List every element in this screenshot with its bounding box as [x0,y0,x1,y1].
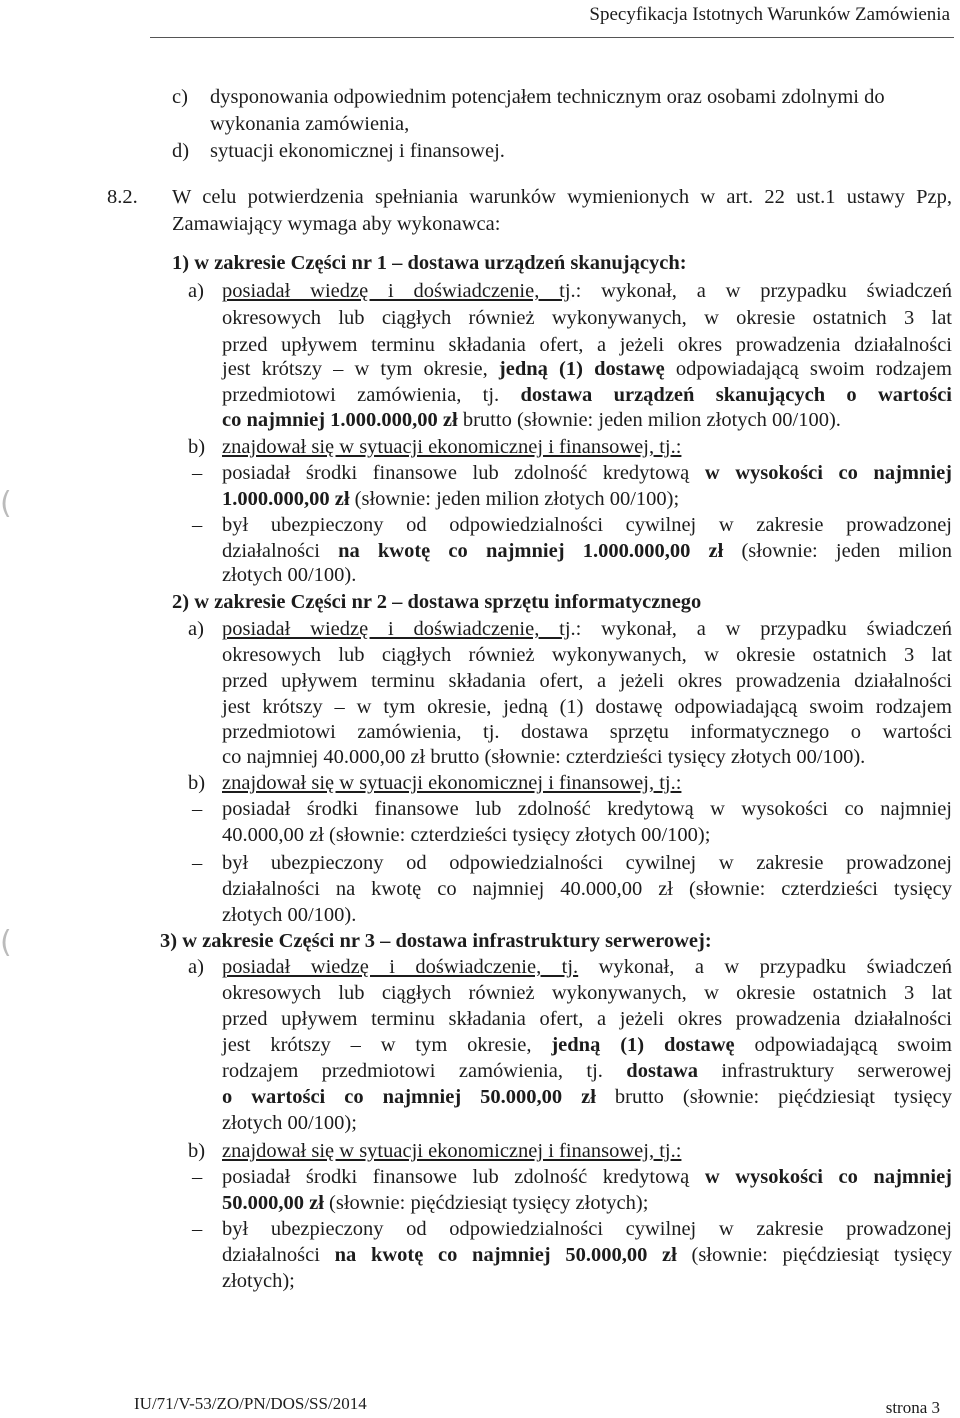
part1-b-marker: b) [188,436,206,458]
part3-a-line3: przed upływem terminu składania ofert, a jeżeli okres prowadzenia działalności [222,1008,952,1030]
item-c-line1: dysponowania odpowiednim potencjałem technicznym oraz osobami zdolnymi do [210,86,885,108]
part2-b-line1: znajdował się w sytuacji ekonomicznej i finansowej, tj.: [222,772,682,794]
part1-a-line3: przed upływem terminu składania ofert, a jeżeli okres prowadzenia działalności [222,334,952,356]
part2-dash2: – [192,852,203,874]
part1-dash1: – [192,462,203,484]
part2-heading: 2) w zakresie Części nr 2 – dostawa sprzętu informatycznego [172,591,702,613]
part2-a-line1: posiadał wiedzę i doświadczenie, tj.: wykonał, a w przypadku świadczeń [222,618,952,640]
part1-b-line1: znajdował się w sytuacji ekonomicznej i finansowej, tj.: [222,436,682,458]
part3-dash2-line1: był ubezpieczony od odpowiedzialności cywilnej w zakresie prowadzonej [222,1218,952,1240]
part3-a-line1: posiadał wiedzę i doświadczenie, tj. wykonał, a w przypadku świadczeń [222,956,952,978]
footer-doc-code: IU/71/V-53/ZO/PN/DOS/SS/2014 [134,1394,367,1413]
section-intro-line2: Zamawiający wymaga aby wykonawca: [172,213,501,235]
part3-dash2: – [192,1218,203,1240]
binder-hole-mark: ( [0,486,12,521]
part3-b-line1: znajdował się w sytuacji ekonomicznej i finansowej, tj.: [222,1140,682,1162]
part2-a-line3: przed upływem terminu składania ofert, a jeżeli okres prowadzenia działalności [222,670,952,692]
part3-dash1-line2: 50.000,00 zł (słownie: pięćdziesiąt tysięcy złotych); [222,1192,649,1214]
part3-a-marker: a) [188,956,204,978]
part3-dash2-line3: złotych); [222,1270,295,1292]
item-d-marker: d) [172,140,190,162]
part3-b-marker: b) [188,1140,206,1162]
part1-dash1-line2: 1.000.000,00 zł (słownie: jeden milion złotych 00/100); [222,488,680,510]
part1-a-marker: a) [188,280,204,302]
part2-a-line5: przedmiotowi zamówienia, tj. dostawa sprzętu informatycznego o wartości [222,721,952,743]
part3-dash1: – [192,1166,203,1188]
part2-a-line4: jest krótszy – w tym okresie, jedną (1) dostawę odpowiadającą swoim rodzajem [222,696,952,718]
item-d-line1: sytuacji ekonomicznej i finansowej. [210,140,505,162]
part1-dash2: – [192,514,203,536]
part1-a-line4: jest krótszy – w tym okresie, jedną (1) dostawę odpowiadającą swoim rodzajem [222,358,952,380]
part2-dash1: – [192,798,203,820]
part2-dash2-line3: złotych 00/100). [222,904,357,926]
part3-a-line7: złotych 00/100); [222,1112,357,1134]
item-c-marker: c) [172,86,188,108]
part1-a-line2: okresowych lub ciągłych również wykonywanych, w okresie ostatnich 3 lat [222,307,952,329]
part2-dash2-line1: był ubezpieczony od odpowiedzialności cywilnej w zakresie prowadzonej [222,852,952,874]
footer-page-number: strona 3 [885,1398,940,1417]
part1-heading: 1) w zakresie Części nr 1 – dostawa urządzeń skanujących: [172,252,687,274]
section-intro-line1: W celu potwierdzenia spełniania warunków wymienionych w art. 22 ust.1 ustawy Pzp, [172,186,952,208]
part3-dash2-line2: działalności na kwotę co najmniej 50.000,00 zł (słownie: pięćdziesiąt tysięcy [222,1244,952,1266]
part1-dash2-line3: złotych 00/100). [222,564,357,586]
part1-a-line6: co najmniej 1.000.000,00 zł brutto (słownie: jeden milion złotych 00/100). [222,409,841,431]
part2-b-marker: b) [188,772,206,794]
header-rule [150,37,954,38]
part2-dash1-line2: 40.000,00 zł (słownie: czterdzieści tysięcy złotych 00/100); [222,824,711,846]
part3-heading: 3) w zakresie Części nr 3 – dostawa infrastruktury serwerowej: [160,930,712,952]
part3-dash1-line1: posiadał środki finansowe lub zdolność kredytową w wysokości co najmniej [222,1166,952,1188]
part2-dash1-line1: posiadał środki finansowe lub zdolność kredytową w wysokości co najmniej [222,798,952,820]
part1-a-line1: posiadał wiedzę i doświadczenie, tj.: wykonał, a w przypadku świadczeń [222,280,952,302]
page-header: Specyfikacja Istotnych Warunków Zamówienia [589,4,950,25]
part3-a-line2: okresowych lub ciągłych również wykonywanych, w okresie ostatnich 3 lat [222,982,952,1004]
part2-a-marker: a) [188,618,204,640]
section-number: 8.2. [107,186,138,208]
part3-a-line4: jest krótszy – w tym okresie, jedną (1) dostawę odpowiadającą swoim [222,1034,952,1056]
item-c-line2: wykonania zamówienia, [210,113,410,135]
binder-hole-mark: ( [0,925,12,960]
part1-a-line5: przedmiotowi zamówienia, tj. dostawa urządzeń skanujących o wartości [222,384,952,406]
part2-a-line6: co najmniej 40.000,00 zł brutto (słownie: czterdzieści tysięcy złotych 00/100). [222,746,866,768]
part1-dash2-line1: był ubezpieczony od odpowiedzialności cywilnej w zakresie prowadzonej [222,514,952,536]
part3-a-line5: rodzajem przedmiotowi zamówienia, tj. dostawa infrastruktury serwerowej [222,1060,953,1082]
part3-a-line6: o wartości co najmniej 50.000,00 zł brutto (słownie: pięćdziesiąt tysięcy [222,1086,952,1108]
part2-dash2-line2: działalności na kwotę co najmniej 40.000,00 zł (słownie: czterdzieści tysięcy [222,878,952,900]
part1-dash1-line1: posiadał środki finansowe lub zdolność kredytową w wysokości co najmniej [222,462,952,484]
part2-a-line2: okresowych lub ciągłych również wykonywanych, w okresie ostatnich 3 lat [222,644,952,666]
part1-dash2-line2: działalności na kwotę co najmniej 1.000.000,00 zł (słownie: jeden milion [222,540,952,562]
